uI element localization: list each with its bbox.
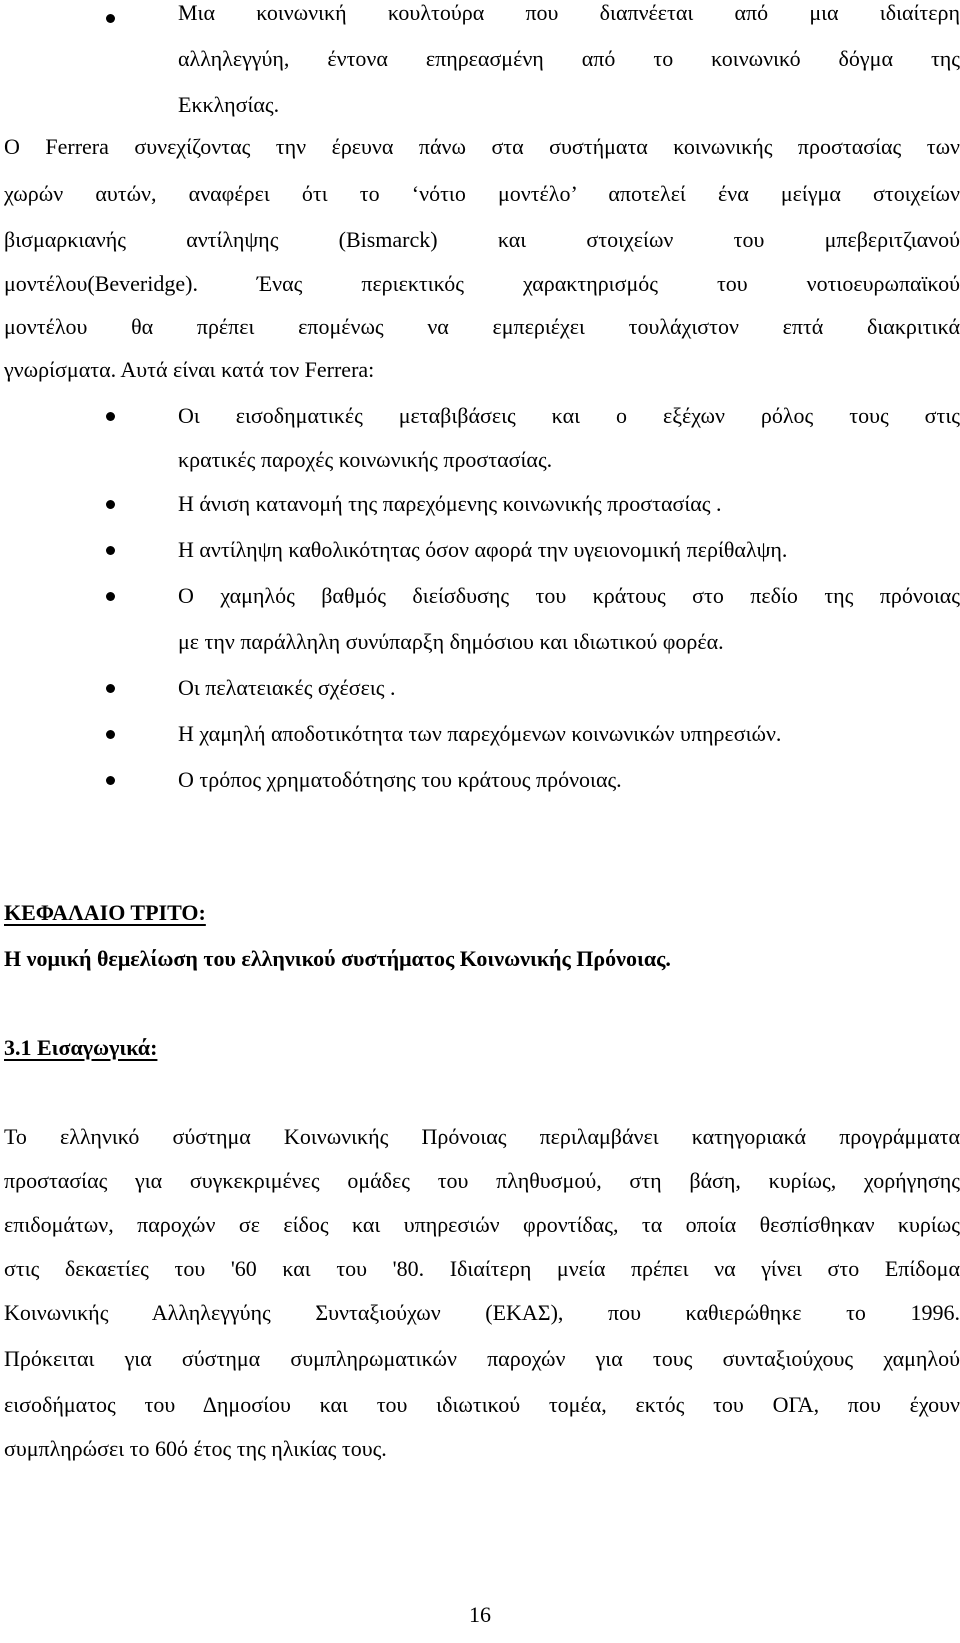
paragraph-line: μοντέλου(Beveridge). Ένας περιεκτικός χαρακτηρισμός του νοτιοευρωπαϊκού (4, 271, 960, 296)
bullet-icon (106, 412, 115, 421)
feature-line: Οι πελατειακές σχέσεις . (178, 675, 396, 700)
paragraph-line: γνωρίσματα. Αυτά είναι κατά τον Ferrera: (4, 357, 375, 382)
feature-line: Οι εισοδηματικές μεταβιβάσεις και ο εξέχων ρόλος τους στις (178, 403, 960, 428)
paragraph-line: στις δεκαετίες του '60 και του '80. Ιδιαίτερη μνεία πρέπει να γίνει στο Επίδομα (4, 1256, 960, 1281)
paragraph-line: προστασίας για συγκεκριμένες ομάδες του πληθυσμού, στη βάση, κυρίως, χορήγησης (4, 1168, 960, 1193)
feature-line: με την παράλληλη συνύπαρξη δημόσιου και ιδιωτικού φορέα. (178, 629, 724, 654)
feature-line: Η χαμηλή αποδοτικότητα των παρεχόμενων κοινωνικών υπηρεσιών. (178, 721, 782, 746)
feature-line: Η αντίληψη καθολικότητας όσον αφορά την υγειονομική περίθαλψη. (178, 537, 788, 562)
bullet-icon (106, 14, 115, 23)
bullet-icon (106, 776, 115, 785)
paragraph-line: επιδομάτων, παροχών σε είδος και υπηρεσιών φροντίδας, τα οποία θεσπίσθηκαν κυρίως (4, 1212, 960, 1237)
bullet-icon (106, 730, 115, 739)
bullet-icon (106, 684, 115, 693)
feature-line: Ο τρόπος χρηματοδότησης του κράτους πρόνοιας. (178, 767, 622, 792)
top-bullet-line: Εκκλησίας. (178, 92, 280, 117)
chapter-label-text: ΚΕΦΑΛΑΙΟ ΤΡΙΤΟ: (4, 900, 206, 925)
feature-line: Ο χαμηλός βαθμός διείσδυσης του κράτους στο πεδίο της πρόνοιας (178, 583, 960, 608)
section-heading-text: 3.1 Εισαγωγικά: (4, 1035, 158, 1060)
feature-line: κρατικές παροχές κοινωνικής προστασίας. (178, 447, 553, 472)
paragraph-line: Το ελληνικό σύστημα Κοινωνικής Πρόνοιας περιλαμβάνει κατηγοριακά προγράμματα (4, 1124, 960, 1149)
section-heading (4, 1035, 960, 1061)
chapter-title: Η νομική θεμελίωση του ελληνικού συστήματος Κοινωνικής Πρόνοιας. (4, 946, 671, 971)
top-bullet-line: Μια κοινωνική κουλτούρα που διαπνέεται από μια ιδιαίτερη (178, 0, 960, 25)
paragraph-line: εισοδήματος του Δημοσίου και του ιδιωτικού τομέα, εκτός του ΟΓΑ, που έχουν (4, 1392, 960, 1417)
feature-line: Η άνιση κατανομή της παρεχόμενης κοινωνικής προστασίας . (178, 491, 722, 516)
bullet-icon (106, 546, 115, 555)
paragraph-line: Ο Ferrera συνεχίζοντας την έρευνα πάνω στα συστήματα κοινωνικής προστασίας των (4, 134, 960, 159)
paragraph-line: Κοινωνικής Αλληλεγγύης Συνταξιούχων (ΕΚΑΣ), που καθιερώθηκε το 1996. (4, 1300, 960, 1325)
page-number: 16 (469, 1602, 491, 1627)
paragraph-line: μοντέλου θα πρέπει επομένως να εμπεριέχει τουλάχιστον επτά διακριτικά (4, 314, 960, 339)
bullet-icon (106, 592, 115, 601)
bullet-icon (106, 500, 115, 509)
paragraph-line: συμπληρώσει το 60ό έτος της ηλικίας τους. (4, 1436, 387, 1461)
paragraph-line: χωρών αυτών, αναφέρει ότι το ‘νότιο μοντέλο’ αποτελεί ένα μείγμα στοιχείων (4, 181, 960, 206)
top-bullet-line: αλληλεγγύη, έντονα επηρεασμένη από το κοινωνικό δόγμα της (178, 46, 960, 71)
paragraph-line: Πρόκειται για σύστημα συμπληρωματικών παροχών για τους συνταξιούχους χαμηλού (4, 1346, 960, 1371)
chapter-label (4, 900, 960, 926)
paragraph-line: βισμαρκιανής αντίληψης (Bismarck) και στοιχείων του μπεβεριτζιανού (4, 227, 960, 252)
